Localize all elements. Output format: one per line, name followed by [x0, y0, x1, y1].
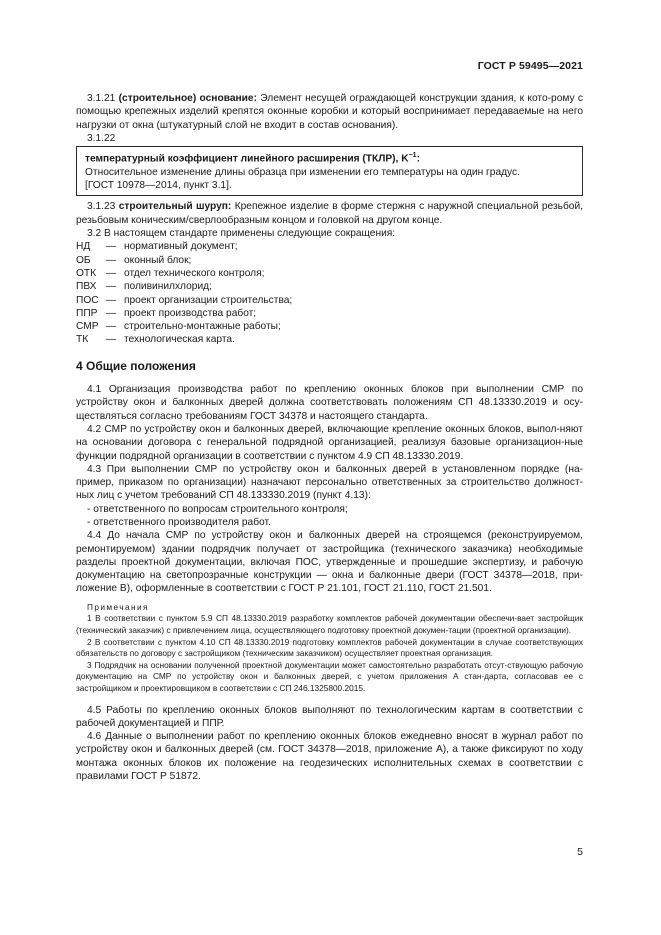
- term: температурный коэффициент линейного расширения (ТКЛР), K: [85, 153, 409, 165]
- page-number: 5: [577, 846, 583, 858]
- notes-title: Примечания: [87, 601, 149, 612]
- term: строительный шуруп:: [118, 201, 232, 213]
- clause-4-5: 4.5 Работы по креплению оконных блоков выполняют по технологическим картам в соответствии с рабочей документацией и ППР.: [76, 704, 583, 729]
- source-reference: [ГОСТ 10978—2014, пункт 3.1].: [85, 180, 232, 192]
- abbreviation-item: ПВХ — поливинилхлорид;: [76, 281, 212, 293]
- note-item: 3 Подрядчик на основании полученной проектной документации может самостоятельно разработать отсут-ствующую рабочую документацию на СМР по устройству окон и балконных дверей, с учетом приложения А стан-дарта, согласовав ее с застройщиком и проектировщиком в соответствии с СП 246.1325800.2015.: [76, 659, 583, 693]
- term-title: [85, 149, 574, 166]
- clause-3-1-21: [76, 92, 583, 132]
- clause-4-1: 4.1 Организация производства работ по креплению оконных блоков при выполнении СМР по устройству окон и балконных дверей должна соответствовать положениям СП 48.13330.2019 и осу-ществляться согласно требованиям ГОСТ 34378 и настоящего стандарта.: [76, 384, 583, 422]
- note-item: 1 В соответствии с пунктом 5.9 СП 48.13330.2019 разработку комплектов рабочей документации обеспечи-вает застройщик (технический заказчик) с привлечением лица, осуществляющего подготовку проектной докумен-тации (проектной организации).: [76, 613, 583, 635]
- page-content: [76, 92, 583, 783]
- term: (строительное) основание:: [118, 93, 257, 104]
- list-item: - ответственного производителя работ.: [87, 517, 271, 528]
- definition: Элемент несущей ограждающей конструкции здания, к кото-рому с помощью крепежных изделий крепятся оконные коробки и который воспринимает передаваемые на него нагрузки от окна (штукатурный слой не входит в состав основания).: [76, 93, 583, 131]
- abbreviation-item: ОТК — отдел технического контроля;: [76, 267, 265, 279]
- abbreviation-item: ППР — проект производства работ;: [76, 307, 257, 319]
- clause-3-1-22-number: 3.1.22: [87, 132, 116, 144]
- clause-4-3: 4.3 При выполнении СМР по устройству окон и балконных дверей в установленном порядке (на-пример, приказом по организации) назначают персонально ответственных за строительство должност-ных лиц с учетом требований СП 48.133330.2019 (пункт 4.13):: [76, 463, 583, 502]
- clause-3-1-23: [76, 200, 583, 227]
- clause-number: 3.1.21: [87, 93, 116, 104]
- definition: Крепежное изделие в форме стержня с наружной специальной резьбой, резьбовым коническим/сверлообразным концом и головкой на другом конце.: [76, 201, 583, 226]
- note-item: 2 В соответствии с пунктом 4.10 СП 48.13330.2019 подготовку комплектов рабочей документации в случае соответствующих обязательств по договору с застройщиком (техническим заказчиком) осуществляет проектная организация.: [76, 636, 583, 659]
- list-item: - ответственного по вопросам строительного контроля;: [87, 503, 348, 515]
- abbreviation-item: ТК — технологическая карта.: [76, 334, 235, 346]
- notes-block: [76, 602, 583, 695]
- abbreviation-item: ОБ — оконный блок;: [76, 254, 192, 266]
- section-heading: 4 Общие положения: [76, 358, 196, 373]
- abbreviation-item: ПОС — проект организации строительства;: [76, 294, 293, 306]
- term-box: [76, 146, 583, 196]
- abbreviation-list: [76, 240, 583, 346]
- document-id: ГОСТ Р 59495—2021: [477, 60, 583, 72]
- clause-4-2: 4.2 СМР по устройству окон и балконных дверей, включающие крепление оконных блоков, выпол-няют на основании договора с генеральной подрядной организацией, реализуя базовые организацион-ные функции подрядной организации в соответствии с пунктом 4.9 СП 48.13330.2019.: [76, 423, 583, 462]
- definition: Относительное изменение длины образца при изменении его температуры на один градус.: [85, 166, 520, 178]
- term-superscript: −1: [408, 152, 417, 160]
- abbreviation-item: СМР — строительно-монтажные работы;: [76, 321, 281, 333]
- clause-3-2: 3.2 В настоящем стандарте применены следующие сокращения:: [87, 228, 396, 240]
- abbreviation-item: НД — нормативный документ;: [76, 241, 238, 253]
- clause-4-6: 4.6 Данные о выполнении работ по креплению оконных блоков ежедневно вносят в журнал работ по устройству окон и балконных дверей (см. ГОСТ 34378—2018, приложение А), а также фиксируют по ходу монтажа оконных блоков их положение на геодезических исполнительных схемах в соответствии с правилами ГОСТ Р 51872.: [76, 731, 583, 783]
- clause-number: 3.1.23: [87, 201, 116, 213]
- term-colon: :: [416, 153, 420, 165]
- clause-4-4: 4.4 До начала СМР по устройству окон и балконных дверей на строящемся (реконструируемом, ремонтируемом) здании подрядчик получает от застройщика (технического заказчика) необходимые разделы проектной документации, включая ПОС, утвержденные и прошедшие экспертизу, и рабочую документацию на светопрозрачные конструкции — окна и балконные двери (ГОСТ 34378—2018, при-ложение В), оформленные в соответствии с ГОСТ Р 21.101, ГОСТ 21.110, ГОСТ 21.501.: [76, 530, 583, 595]
